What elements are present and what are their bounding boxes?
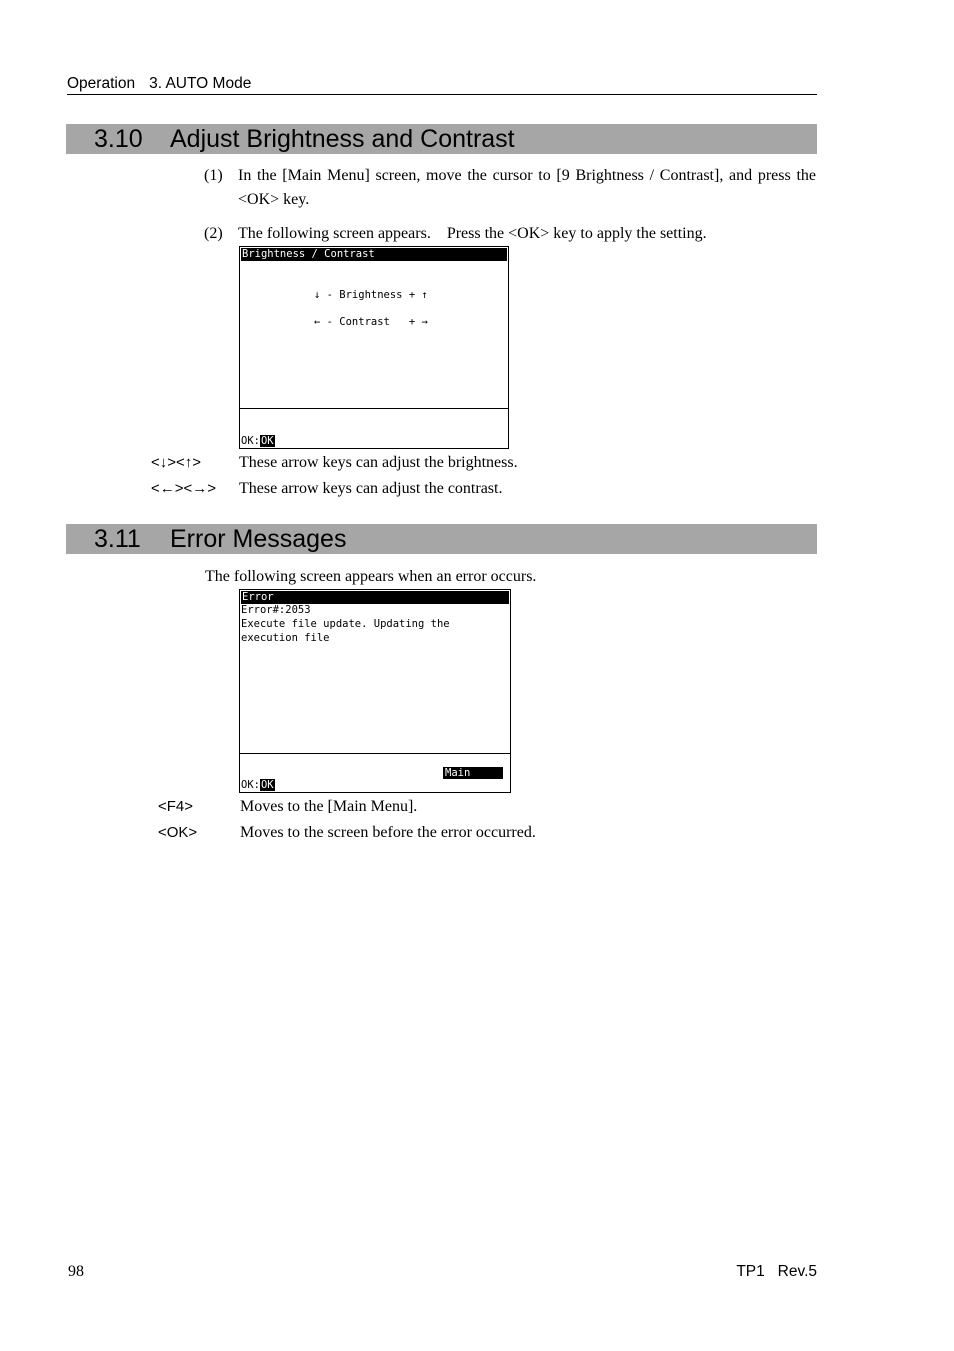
step-text: The following screen appears. Press the <OK> key to apply the setting.: [238, 225, 707, 242]
ok-key: OK: [260, 435, 274, 447]
key-row-brightness: [151, 452, 817, 474]
brightness-line: ↓ - Brightness + ↑: [314, 289, 428, 301]
contrast-line: ← - Contrast + →: [314, 316, 428, 328]
error-message-line-1: Execute file update. Updating the: [241, 618, 450, 630]
key-row-ok: [158, 822, 817, 844]
error-message-line-2: execution file: [241, 632, 330, 644]
section-number: 3.11: [94, 525, 141, 553]
ok-indicator: [241, 435, 275, 447]
running-header: [67, 74, 817, 95]
key-row-f4: [158, 796, 817, 818]
step-1: [204, 164, 816, 212]
screen-title: Error: [241, 591, 509, 604]
step-marker: (2): [204, 225, 223, 242]
header-section: Operation: [67, 75, 136, 92]
screen-divider: [240, 408, 508, 409]
ok-indicator: [241, 779, 275, 791]
ok-label: OK:: [241, 435, 260, 447]
error-number-line: Error#:2053: [241, 604, 311, 616]
screen-divider: [240, 753, 510, 754]
section-title: Error Messages: [170, 525, 347, 553]
brightness-contrast-screen: [239, 246, 509, 449]
key-label: <←><→>: [151, 480, 217, 497]
step-marker: (1): [204, 167, 223, 184]
document-revision: TP1 Rev.5: [736, 1263, 817, 1280]
step-text: In the [Main Menu] screen, move the cursor to [9 Brightness / Contrast], and press the <OK> key.: [238, 167, 816, 208]
header-chapter: 3. AUTO Mode: [149, 75, 252, 92]
key-label: <OK>: [158, 824, 198, 841]
screen-title: Brightness / Contrast: [241, 248, 507, 261]
section-heading-error: [66, 524, 817, 554]
key-description: These arrow keys can adjust the brightness.: [239, 454, 518, 471]
key-description: These arrow keys can adjust the contrast.: [239, 480, 503, 497]
key-description: Moves to the [Main Menu].: [240, 798, 418, 815]
section-number: 3.10: [94, 125, 143, 153]
ok-key: OK: [260, 779, 274, 791]
step-2: [204, 222, 816, 246]
section-title: Adjust Brightness and Contrast: [170, 125, 515, 153]
key-label: <↓><↑>: [151, 454, 202, 471]
error-screen: [239, 589, 511, 793]
key-label: <F4>: [158, 798, 194, 815]
key-row-contrast: [151, 478, 817, 500]
key-description: Moves to the screen before the error occurred.: [240, 824, 536, 841]
ok-label: OK:: [241, 779, 260, 791]
page-number: 98: [68, 1263, 84, 1280]
section-heading-brightness: [66, 124, 817, 154]
main-softkey: Main: [443, 767, 503, 779]
error-intro: The following screen appears when an error occurs.: [205, 568, 537, 585]
